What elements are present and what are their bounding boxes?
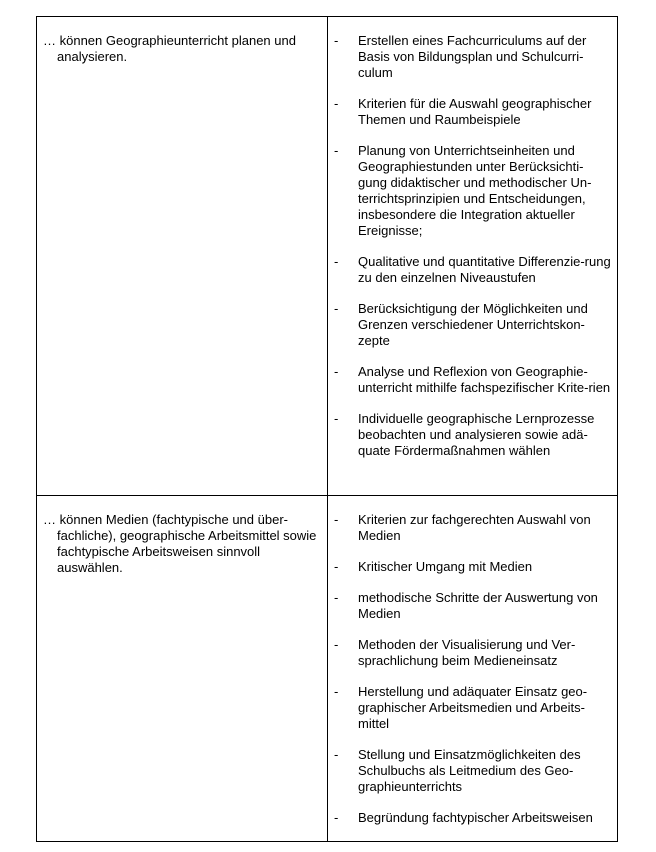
dash-bullet: - [334,637,339,652]
competence-text: … können Geographieunterricht planen und analysieren. [43,33,296,64]
list-item [334,411,611,459]
dash-bullet: - [334,684,339,699]
competence-table [36,16,618,842]
list-item-text: Planung von Unterrichtseinheiten und Geographiestunden unter Berücksichti-gung didaktischer und methodischer Un-terrichtsprinzipien und Entscheidungen, insbesondere die Integration aktueller Ereignisse; [358,143,592,238]
competence-cell [37,496,328,841]
list-item-text: Begründung fachtypischer Arbeitsweisen [358,810,593,825]
list-item-text: Qualitative und quantitative Differenzie-rung zu den einzelnen Niveaustufen [358,254,611,285]
content-cell [328,496,617,841]
list-item [334,684,611,732]
list-item [334,364,611,396]
list-item [334,747,611,795]
list-item [334,512,611,544]
list-item-text: Methoden der Visualisierung und Ver-sprachlichung beim Medieneinsatz [358,637,576,668]
table-row [37,495,617,841]
dash-bullet: - [334,810,339,825]
dash-bullet: - [334,364,339,379]
list-item-text: Analyse und Reflexion von Geographie-unterricht mithilfe fachspezifischer Krite-rien [358,364,611,395]
dash-bullet: - [334,590,339,605]
content-list [334,512,611,826]
list-item-text: Kritischer Umgang mit Medien [358,559,533,574]
list-item-text: Herstellung und adäquater Einsatz geo-graphischer Arbeitsmedien und Arbeits-mittel [358,684,588,731]
list-item [334,590,611,622]
list-item [334,254,611,286]
list-item [334,33,611,81]
list-item-text: Kriterien für die Auswahl geographischer Themen und Raumbeispiele [358,96,592,127]
dash-bullet: - [334,143,339,158]
dash-bullet: - [334,254,339,269]
list-item-text: Stellung und Einsatzmöglichkeiten des Schulbuchs als Leitmedium des Geo-graphieunterrichts [358,747,581,794]
list-item-text: Berücksichtigung der Möglichkeiten und Grenzen verschiedener Unterrichtskon-zepte [358,301,588,348]
table-row [37,17,617,495]
dash-bullet: - [334,301,339,316]
dash-bullet: - [334,512,339,527]
dash-bullet: - [334,747,339,762]
list-item [334,810,611,826]
content-list [334,33,611,459]
list-item-text: Individuelle geographische Lernprozesse beobachten und analysieren sowie adä-quate Fördermaßnahmen wählen [358,411,595,458]
dash-bullet: - [334,559,339,574]
list-item-text: Kriterien zur fachgerechten Auswahl von Medien [358,512,591,543]
dash-bullet: - [334,96,339,111]
list-item [334,301,611,349]
list-item [334,143,611,239]
list-item [334,559,611,575]
dash-bullet: - [334,33,339,48]
list-item [334,637,611,669]
content-cell [328,17,617,495]
competence-text: … können Medien (fachtypische und über-fachliche), geographische Arbeitsmittel sowie fachtypische Arbeitsweisen sinnvoll auswählen. [43,512,317,575]
list-item [334,96,611,128]
dash-bullet: - [334,411,339,426]
competence-cell [37,17,328,495]
list-item-text: methodische Schritte der Auswertung von Medien [358,590,598,621]
list-item-text: Erstellen eines Fachcurriculums auf der Basis von Bildungsplan und Schulcurri-culum [358,33,587,80]
